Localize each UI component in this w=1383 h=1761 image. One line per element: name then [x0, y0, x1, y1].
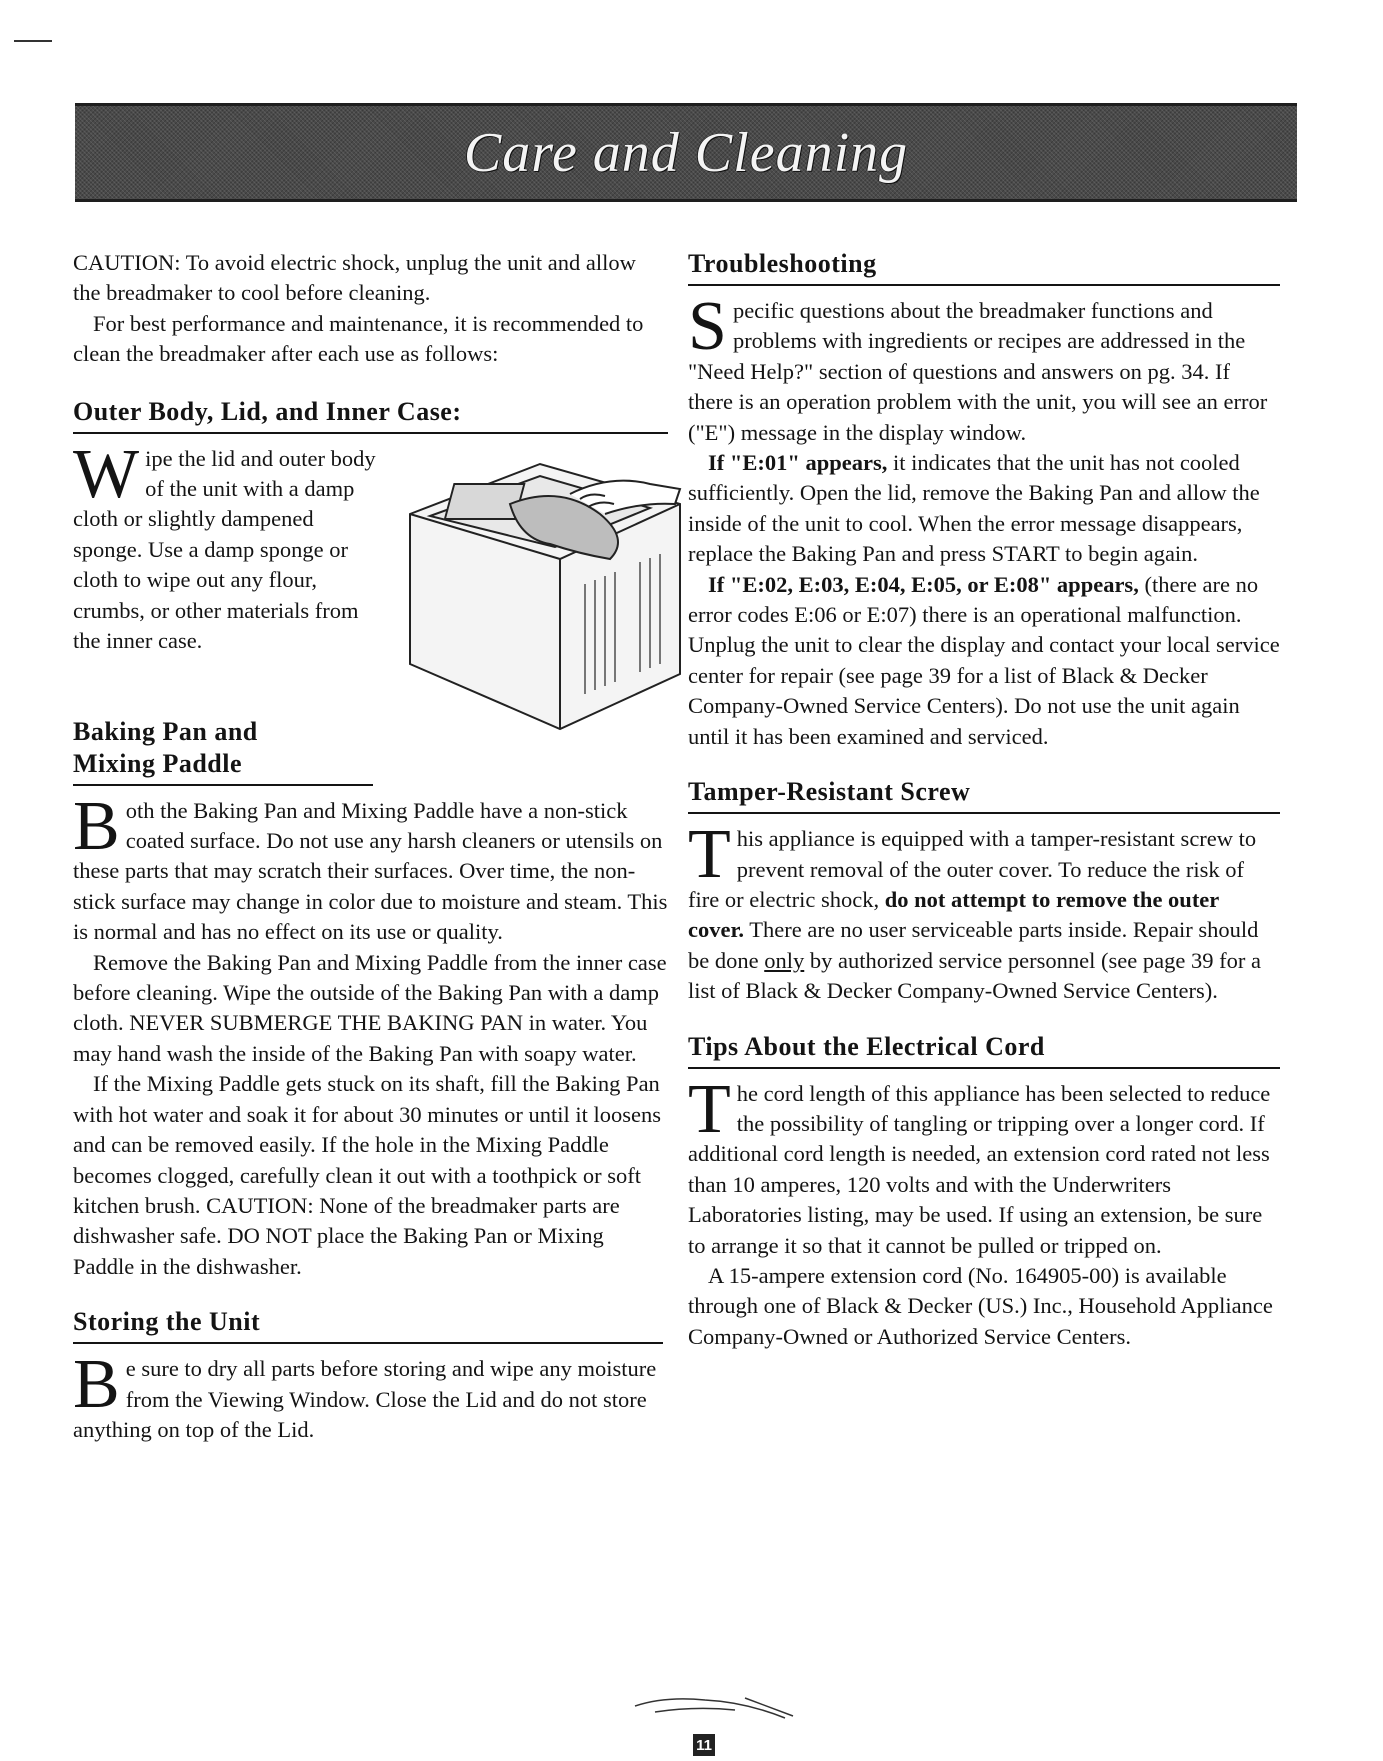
corner-mark	[14, 40, 52, 42]
baking-pan-section	[73, 787, 668, 1283]
cord-dropcap: T	[688, 1070, 731, 1148]
e01-text: it indicates that the unit has not cooled sufficiently. Open the lid, remove the Baking Pan and allow the inside of the unit to cool. When the error message disappears, replace the Baking Pan and press START to begin again.	[688, 450, 1260, 567]
baking-pan-dropcap: B	[73, 787, 120, 865]
storing-section	[73, 1346, 668, 1445]
tamper-warning: do not attempt to remove the outer cover.	[688, 886, 1219, 943]
tamper-only: only	[764, 947, 805, 973]
baking-pan-heading-line2: Mixing Paddle	[73, 748, 243, 778]
cord-p2: A 15-ampere extension cord (No. 164905-00) is available through one of Black & Decker (US.) Inc., Household Appliance Company-Owned or Authorized Service Centers.	[688, 1262, 1273, 1349]
baking-pan-p1: oth the Baking Pan and Mixing Paddle have a non-stick coated surface. Do not use any harsh cleaners or utensils on these parts that may scratch their surfaces. Over time, the non-stick surface may change in color due to moisture and steam. This is normal and has no effect on its use or quality.	[73, 797, 668, 945]
page-ornament	[625, 1686, 795, 1726]
tamper-heading: Tamper-Resistant Screw	[688, 776, 1280, 814]
tamper-text-a: his appliance is equipped with a tamper-resistant screw to prevent removal of the outer cover. To reduce the risk of fire or electric shock,	[688, 826, 1257, 912]
page-title: Care and Cleaning	[463, 121, 909, 184]
intro-paragraph: For best performance and maintenance, it is recommended to clean the breadmaker after each use as follows:	[73, 310, 644, 367]
e01-label: If "E:01" appears,	[708, 450, 888, 476]
e02-text: (there are no error codes E:06 or E:07) there is an operational malfunction. Unplug the unit to clear the display and contact your local service center for repair (see page 39 for a list of Black & Decker Company-Owned Service Centers). Do not use the unit again until it has been examined and serviced.	[688, 571, 1280, 749]
baking-pan-heading-line1: Baking Pan and	[73, 716, 258, 746]
troubleshooting-section	[688, 288, 1280, 752]
troubleshooting-dropcap: S	[688, 288, 727, 365]
left-column	[73, 248, 668, 1445]
title-banner	[75, 103, 1297, 202]
baking-pan-p3: If the Mixing Paddle gets stuck on its shaft, fill the Baking Pan with hot water and soak it for about 30 minutes or until it loosens and can be removed easily. If the hole in the Mixing Paddle becomes clogged, carefully clean it out with a toothpick or soft kitchen brush. CAUTION: None of the breadmaker parts are dishwasher safe. DO NOT place the Baking Pan or Mixing Paddle in the dishwasher.	[73, 1071, 662, 1279]
outer-body-heading: Outer Body, Lid, and Inner Case:	[73, 396, 668, 434]
tamper-section	[688, 816, 1280, 1006]
cord-section	[688, 1070, 1280, 1353]
cord-p1: he cord length of this appliance has been selected to reduce the possibility of tangling or tripping over a longer cord. If additional cord length is needed, an extension cord rated not less than 10 amperes, 120 volts and with the Underwriters Laboratories listing, may be used. If using an extension, be sure to arrange it so that it cannot be pulled or tripped on.	[688, 1080, 1271, 1258]
outer-body-dropcap: W	[73, 435, 140, 513]
storing-dropcap: B	[73, 1346, 120, 1424]
baking-pan-p2: Remove the Baking Pan and Mixing Paddle from the inner case before cleaning. Wipe the outside of the Baking Pan with a damp cloth. NEVER SUBMERGE THE BAKING PAN in water. You may hand wash the inside of the Baking Pan with soapy water.	[73, 949, 667, 1066]
e02-label: If "E:02, E:03, E:04, E:05, or E:08" appears,	[708, 571, 1139, 597]
baking-pan-heading	[73, 716, 373, 786]
tamper-text-c: by authorized service personnel (see page 39 for a list of Black & Decker Company-Owned Service Centers).	[688, 947, 1261, 1004]
storing-text: e sure to dry all parts before storing and wipe any moisture from the Viewing Window. Close the Lid and do not store anything on top of the Lid.	[73, 1356, 657, 1442]
troubleshooting-heading: Troubleshooting	[688, 248, 1280, 286]
troubleshooting-p1: pecific questions about the breadmaker functions and problems with ingredients or recipes are addressed in the "Need Help?" section of questions and answers on pg. 34. If there is an operation problem with the unit, you will see an error ("E") message in the display window.	[688, 298, 1268, 445]
cord-heading: Tips About the Electrical Cord	[688, 1031, 1280, 1069]
right-column	[688, 248, 1280, 1352]
breadmaker-cleaning-illustration	[390, 444, 690, 734]
tamper-text-b: There are no user serviceable parts inside. Repair should be done	[688, 917, 1259, 973]
tamper-dropcap: T	[688, 816, 731, 894]
page-number: 11	[693, 1734, 715, 1756]
caution-paragraph: CAUTION: To avoid electric shock, unplug the unit and allow the breadmaker to cool before cleaning.	[73, 250, 636, 306]
storing-heading: Storing the Unit	[73, 1306, 663, 1344]
outer-body-text: ipe the lid and outer body of the unit with a damp cloth or slightly dampened sponge. Use a damp sponge or cloth to wipe out any flour, crumbs, or other materials from the inner case.	[73, 445, 376, 654]
outer-body-section	[73, 435, 668, 734]
